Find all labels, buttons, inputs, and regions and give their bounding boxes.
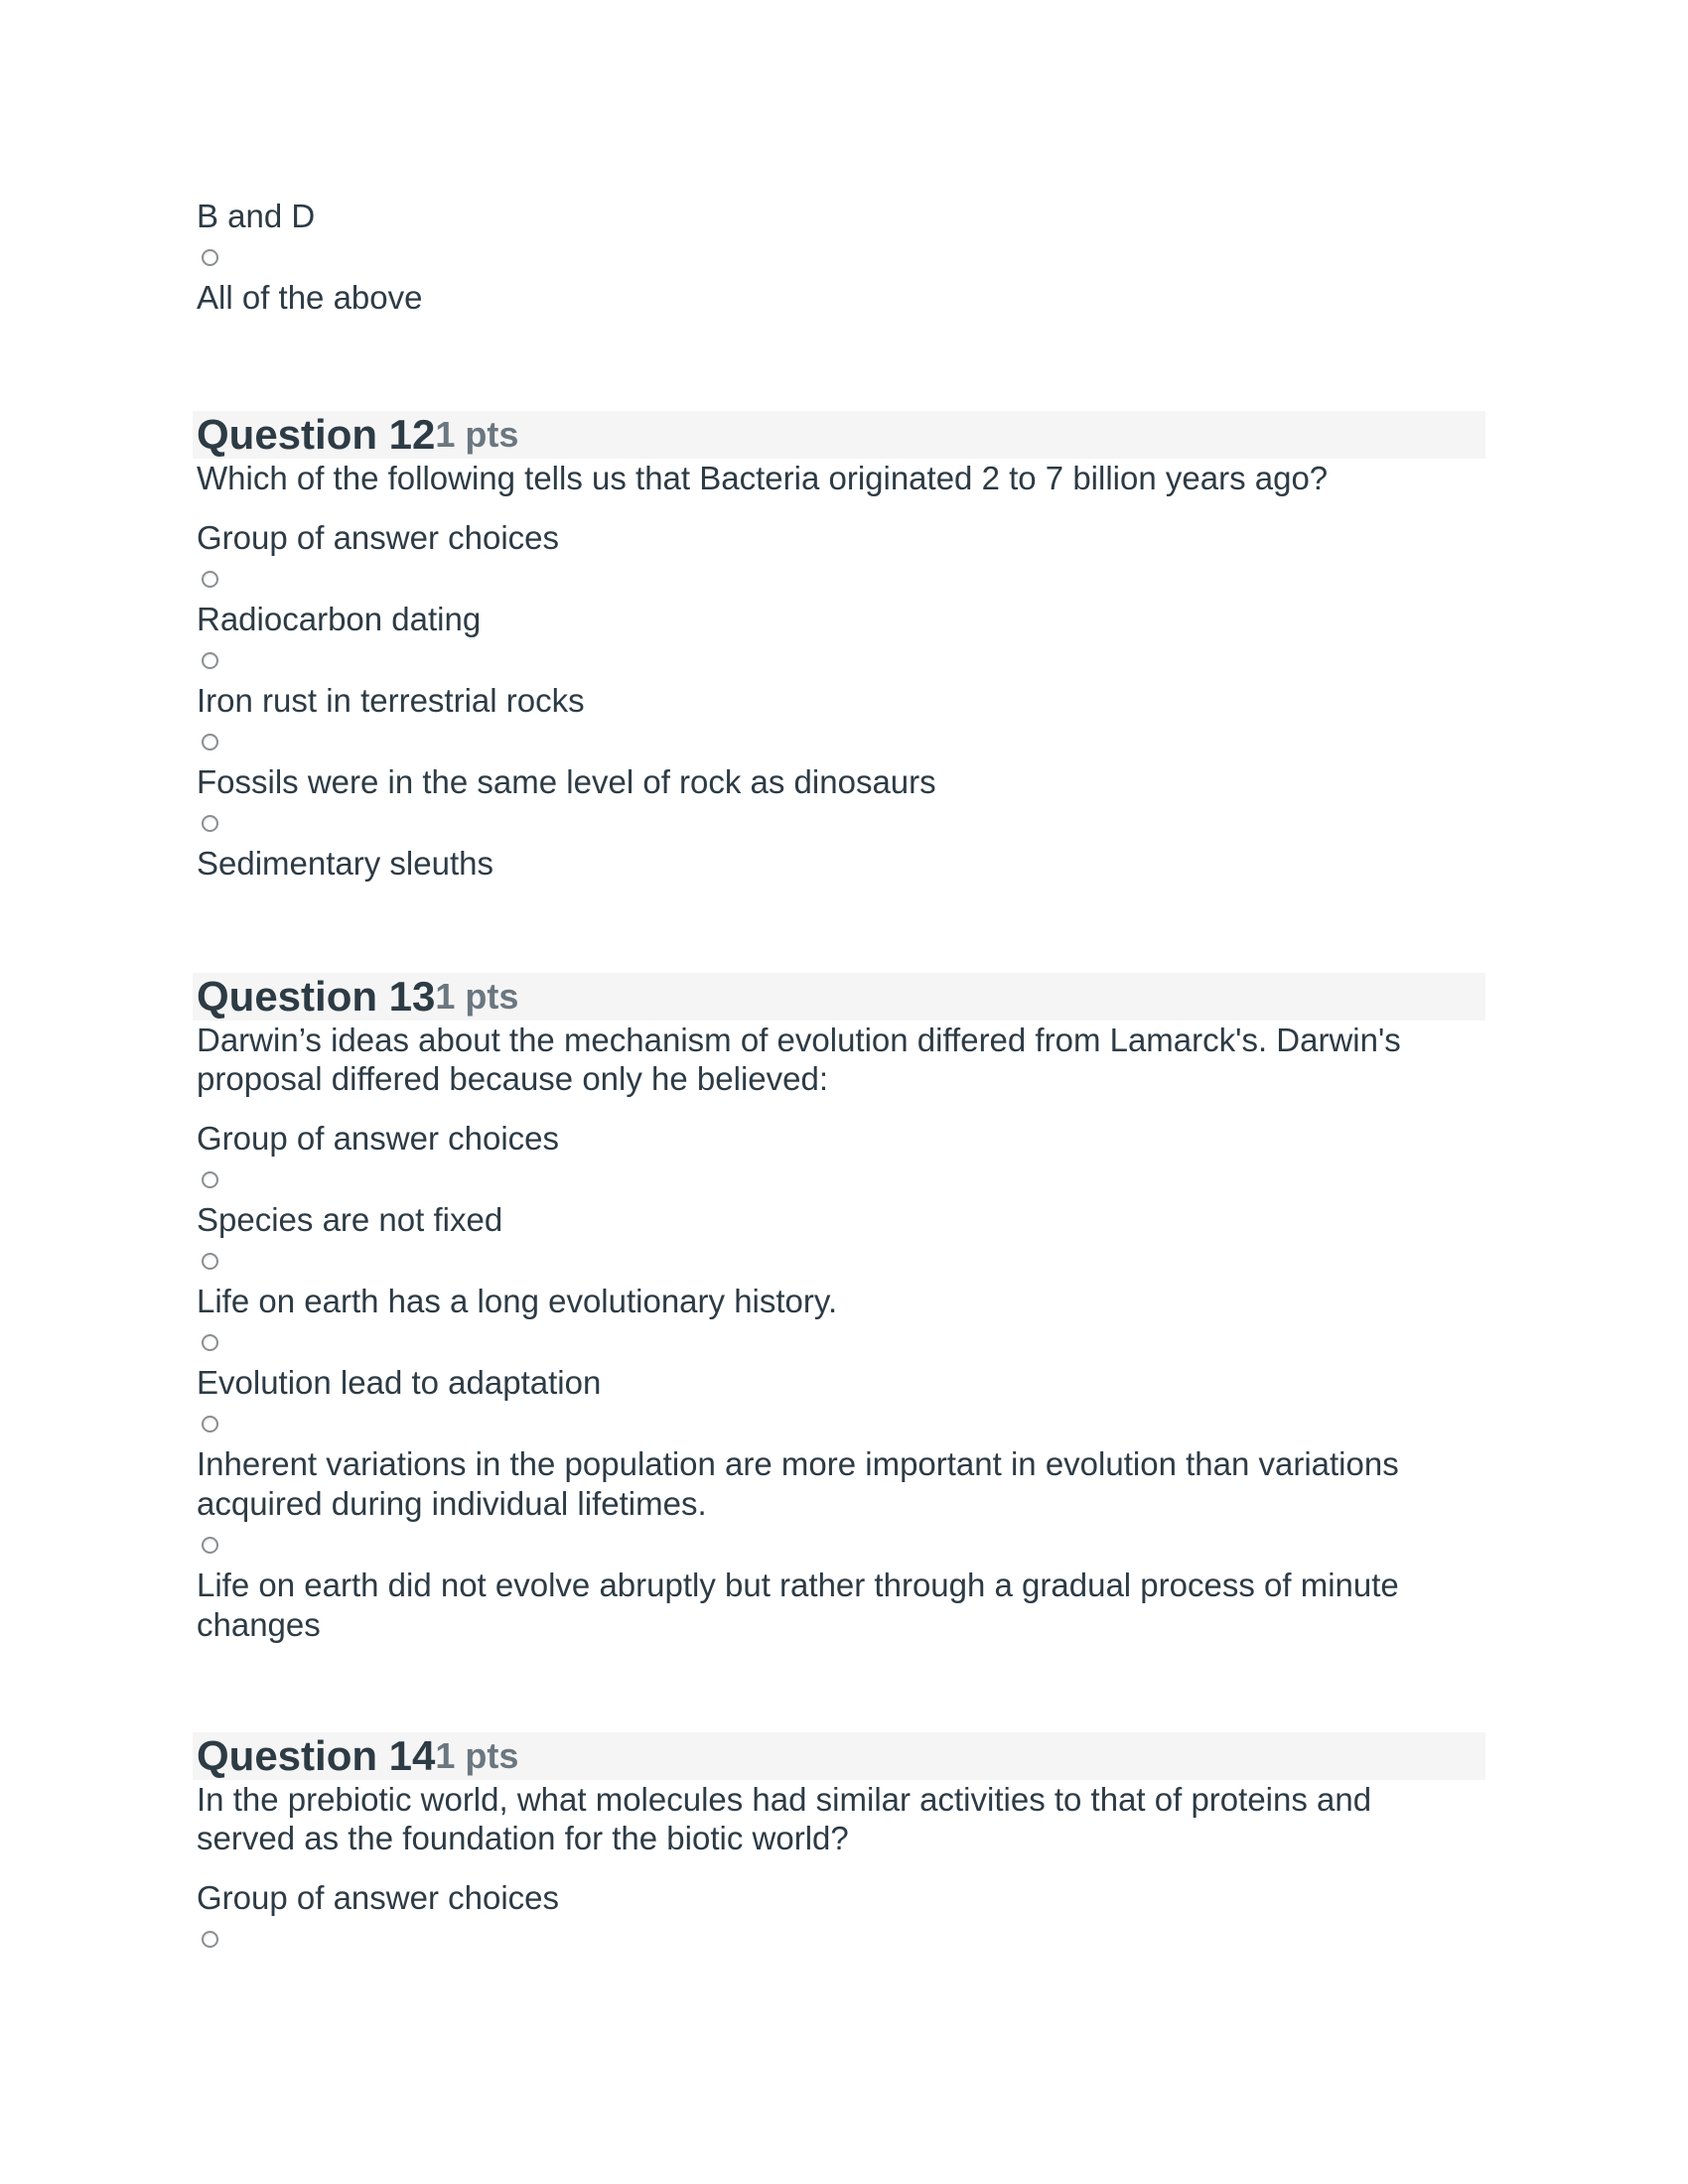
answer-group-label: Group of answer choices bbox=[197, 1879, 560, 1916]
answer-radio-wrap bbox=[197, 236, 423, 278]
question-title: Question 14 bbox=[197, 1732, 436, 1779]
answer-label[interactable]: Inherent variations in the population are more important in evolution than variations acquired during individual lifetimes. bbox=[197, 1445, 1399, 1522]
answer-group-label: Group of answer choices bbox=[197, 1120, 560, 1157]
answer-choices bbox=[197, 558, 1485, 884]
question-12 bbox=[197, 411, 1485, 884]
question-text: Which of the following tells us that Bacteria originated 2 to 7 billion years ago? bbox=[197, 460, 1329, 496]
answer-label: All of the above bbox=[197, 279, 423, 316]
question-header bbox=[193, 973, 1485, 1021]
answer-label[interactable]: Life on earth has a long evolutionary history. bbox=[197, 1283, 838, 1319]
radio-button[interactable] bbox=[202, 1171, 218, 1188]
answer-radio-wrap bbox=[197, 1918, 1485, 1960]
answer-radio-wrap bbox=[197, 1403, 1485, 1444]
answer-radio-wrap bbox=[197, 1240, 1485, 1282]
question-title: Question 12 bbox=[197, 411, 436, 458]
radio-button[interactable] bbox=[202, 1931, 218, 1948]
question-points: 1 pts bbox=[435, 414, 519, 455]
radio-button[interactable] bbox=[202, 652, 218, 669]
question-text: Darwin’s ideas about the mechanism of evolution differed from Lamarck's. Darwin's proposal differed because only he believed: bbox=[197, 1022, 1401, 1097]
answer-radio-wrap bbox=[197, 558, 1485, 600]
radio-button[interactable] bbox=[202, 734, 218, 751]
answer-choices bbox=[197, 1918, 1485, 1960]
answer-label: B and D bbox=[197, 198, 316, 234]
answer-radio-wrap bbox=[197, 639, 1485, 681]
answer-radio-wrap bbox=[197, 802, 1485, 844]
radio-button[interactable] bbox=[202, 815, 218, 832]
answer-label[interactable]: Fossils were in the same level of rock as dinosaurs bbox=[197, 763, 936, 800]
answer-label[interactable]: Iron rust in terrestrial rocks bbox=[197, 682, 585, 719]
question-text: In the prebiotic world, what molecules had similar activities to that of proteins and served as the foundation for the biotic world? bbox=[197, 1781, 1372, 1856]
question-header bbox=[193, 1732, 1485, 1780]
radio-button[interactable] bbox=[202, 1416, 218, 1433]
answer-label[interactable]: Radiocarbon dating bbox=[197, 601, 482, 637]
answer-radio-wrap bbox=[197, 1159, 1485, 1200]
radio-button[interactable] bbox=[202, 571, 218, 588]
answer-radio-wrap bbox=[197, 721, 1485, 762]
question-points: 1 pts bbox=[435, 1735, 519, 1776]
radio-button[interactable] bbox=[202, 1334, 218, 1351]
answer-group-label: Group of answer choices bbox=[197, 519, 560, 556]
question-title: Question 13 bbox=[197, 973, 436, 1020]
question-points: 1 pts bbox=[435, 976, 519, 1017]
radio-button[interactable] bbox=[202, 1537, 218, 1554]
radio-button[interactable] bbox=[202, 1253, 218, 1270]
previous-question-tail bbox=[197, 197, 423, 318]
question-14 bbox=[197, 1732, 1485, 1960]
answer-label[interactable]: Evolution lead to adaptation bbox=[197, 1364, 602, 1401]
answer-label[interactable]: Species are not fixed bbox=[197, 1201, 503, 1238]
answer-radio-wrap bbox=[197, 1321, 1485, 1363]
answer-choices bbox=[197, 1159, 1485, 1645]
answer-label[interactable]: Sedimentary sleuths bbox=[197, 845, 493, 882]
question-header bbox=[193, 411, 1485, 459]
radio-button[interactable] bbox=[202, 249, 218, 266]
answer-radio-wrap bbox=[197, 1524, 1485, 1566]
answer-label[interactable]: Life on earth did not evolve abruptly but rather through a gradual process of minute changes bbox=[197, 1567, 1399, 1643]
question-13 bbox=[197, 973, 1485, 1645]
